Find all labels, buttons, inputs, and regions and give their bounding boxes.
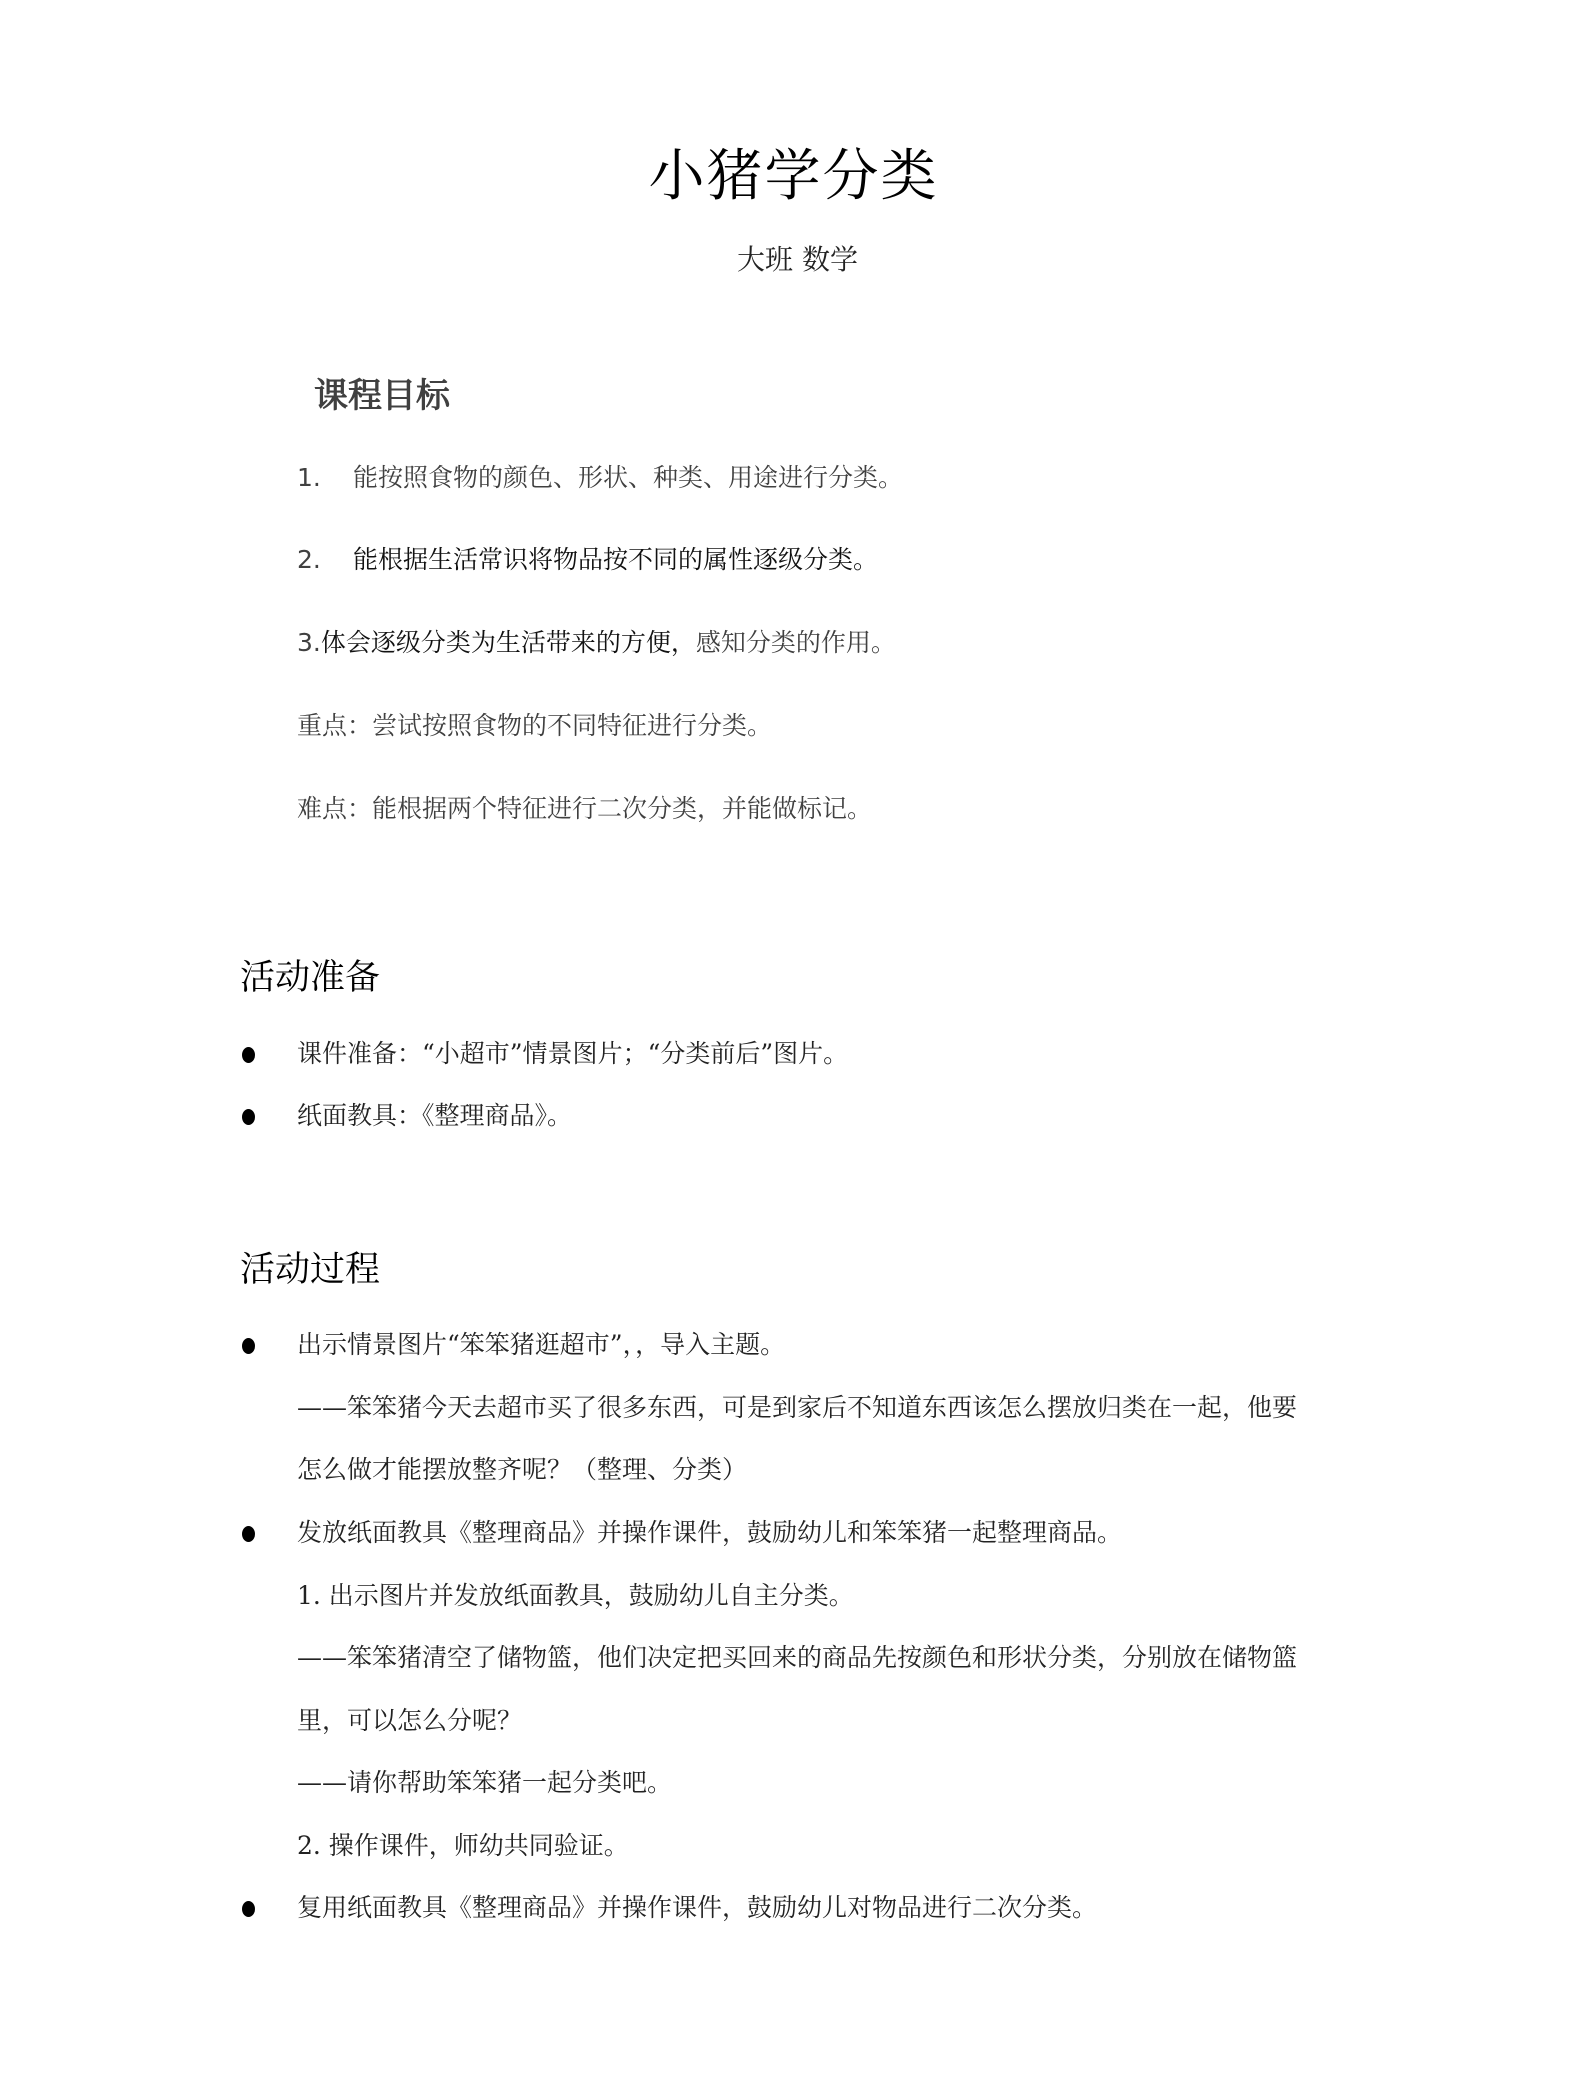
document-page: 小猪学分类 大班 数学 课程目标 1. 能按照食物的颜色、形状、种类、用途进行分类。 2. 能根据生活常识将物品按不同的属性逐级分类。 3.体会逐级分类为生活带来的方便，感知分类的作用。 重点：尝试按照食物的不同特征进行分类。 难点：能根据两个特征进行二次分类，并能做标记。 活动准备 课件准备：“小超市”情景图片；“分类前后”图片。 纸面教具：《整理商品》。 活动过程 出示情景图片“笨笨猪逛超市”，，导入主题。 ——笨笨猪今天去超市买了很多东西，可是到家后不知道东西该怎么摆放归类在一起，他要 怎么做才能摆放整齐呢？（整理、分类） 发放纸面教具《整理商品》并操作课件，鼓励幼儿和笨笨猪一起整理商品。 1. 出示图片并发放纸面教具，鼓励幼儿自主分类。 ——笨笨猪清空了储物篮，他们决定把买回来的商品先按颜色和形状分类，分别放在储物篮 里，可以怎么分呢？ ——请你帮助笨笨猪一起分类吧。 2. 操作课件，师幼共同验证。 复用纸面教具《整理商品》并操作课件，鼓励幼儿对物品进行二次分类。	[0, 0, 1587, 2076]
step-line: 2. 操作课件，师幼共同验证。	[297, 1831, 629, 1860]
goal-number: 2.	[297, 545, 321, 574]
difficulty-point: 难点：能根据两个特征进行二次分类，并能做标记。	[297, 794, 873, 823]
goal-item-3	[297, 625, 896, 661]
dialogue-line: ——笨笨猪今天去超市买了很多东西，可是到家后不知道东西该怎么摆放归类在一起，他要	[297, 1393, 1298, 1422]
bullet-icon	[242, 1338, 255, 1354]
section-heading-preparation: 活动准备	[240, 958, 381, 998]
dialogue-line: 怎么做才能摆放整齐呢？（整理、分类）	[297, 1455, 748, 1484]
goal-item-2	[297, 542, 878, 578]
step-line: 1. 出示图片并发放纸面教具，鼓励幼儿自主分类。	[297, 1581, 854, 1610]
document-subtitle: 大班 数学	[737, 243, 858, 276]
dialogue-line: 里，可以怎么分呢？	[297, 1706, 523, 1735]
section-heading-process: 活动过程	[240, 1250, 381, 1290]
bullet-icon	[242, 1047, 255, 1063]
bullet-icon	[242, 1901, 255, 1917]
goal-number: 3.	[297, 628, 321, 657]
section-heading-goals: 课程目标	[314, 376, 450, 416]
goal-text-b: 感知分类的作用。	[695, 628, 896, 657]
dialogue-line: ——请你帮助笨笨猪一起分类吧。	[297, 1768, 673, 1797]
bullet-icon	[242, 1109, 255, 1125]
document-title: 小猪学分类	[648, 144, 939, 209]
goal-item-1	[297, 460, 903, 496]
goal-text-a: 体会逐级分类为生活带来的方便，	[320, 628, 696, 657]
goal-text: 能按照食物的颜色、形状、种类、用途进行分类。	[353, 463, 904, 492]
dialogue-line: ——笨笨猪清空了储物篮，他们决定把买回来的商品先按颜色和形状分类，分别放在储物篮	[297, 1643, 1298, 1672]
goal-number: 1.	[297, 463, 321, 492]
goal-text: 能根据生活常识将物品按不同的属性逐级分类。	[353, 545, 879, 574]
key-point: 重点：尝试按照食物的不同特征进行分类。	[297, 711, 773, 740]
bullet-icon	[242, 1526, 255, 1542]
